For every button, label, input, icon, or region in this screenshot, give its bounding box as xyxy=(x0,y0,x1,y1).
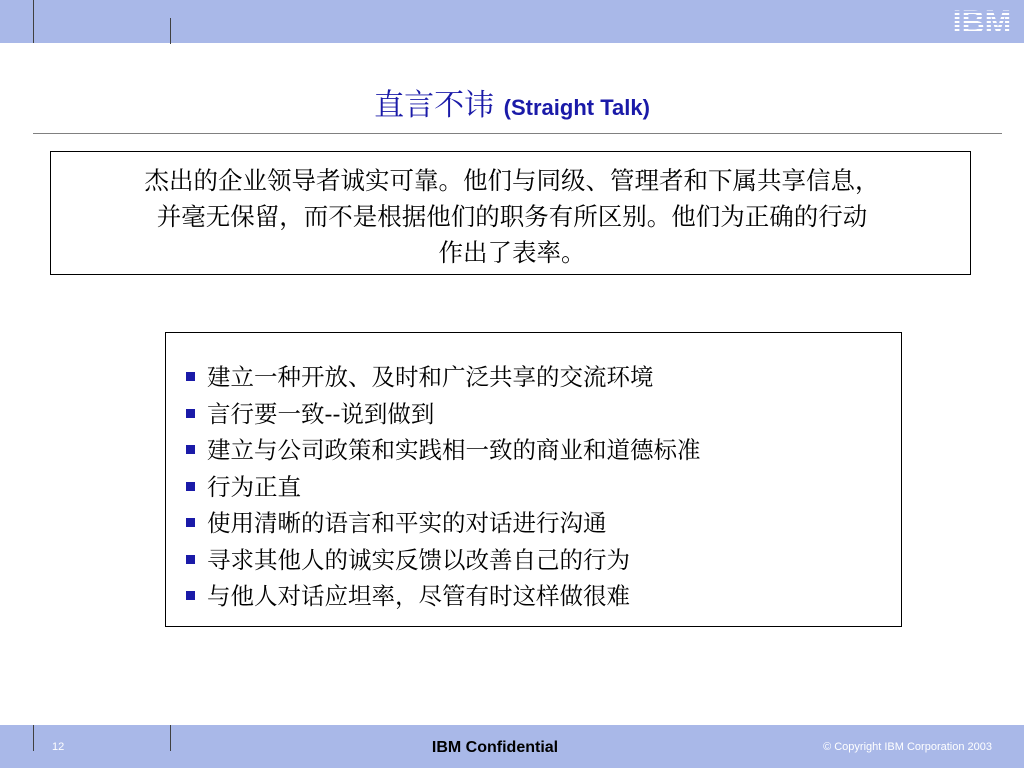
header-divider-left xyxy=(33,0,34,43)
intro-line: 杰出的企业领导者诚实可靠。他们与同级、管理者和下属共享信息， xyxy=(144,166,880,195)
bullet-square-icon xyxy=(186,372,195,381)
bullet-item: 言行要一致--说到做到 xyxy=(186,396,701,433)
bullet-list xyxy=(186,359,701,615)
intro-paragraph xyxy=(37,163,987,271)
bullet-square-icon xyxy=(186,591,195,600)
bullet-item: 与他人对话应坦率，尽管有时这样做很难 xyxy=(186,578,701,615)
intro-line: 作出了表率。 xyxy=(438,238,586,267)
intro-line: 并毫无保留，而不是根据他们的职务有所区别。他们为正确的行动 xyxy=(156,202,868,231)
bullet-square-icon xyxy=(186,409,195,418)
bullet-item: 使用清晰的语言和平实的对话进行沟通 xyxy=(186,505,701,542)
page-number: 12 xyxy=(52,741,65,753)
bullet-square-icon xyxy=(186,518,195,527)
ibm-logo xyxy=(948,5,1016,37)
bullet-square-icon xyxy=(186,555,195,564)
header-divider-right xyxy=(170,18,171,44)
title-english: (Straight Talk) xyxy=(503,95,650,120)
confidential-label: IBM Confidential xyxy=(431,739,559,756)
svg-text:IBM: IBM xyxy=(952,5,1012,37)
bullet-item: 建立与公司政策和实践相一致的商业和道德标准 xyxy=(186,432,701,469)
header-bar xyxy=(0,0,1024,43)
bullet-square-icon xyxy=(186,445,195,454)
bullet-item: 建立一种开放、及时和广泛共享的交流环境 xyxy=(186,359,701,396)
copyright-text: © Copyright IBM Corporation 2003 xyxy=(823,741,992,753)
title-chinese: 直言不讳 xyxy=(374,88,495,123)
title-rule xyxy=(33,133,1002,134)
bullet-square-icon xyxy=(186,482,195,491)
bullet-item: 寻求其他人的诚实反馈以改善自己的行为 xyxy=(186,542,701,579)
page-title xyxy=(0,80,1024,124)
bullet-item: 行为正直 xyxy=(186,469,701,506)
